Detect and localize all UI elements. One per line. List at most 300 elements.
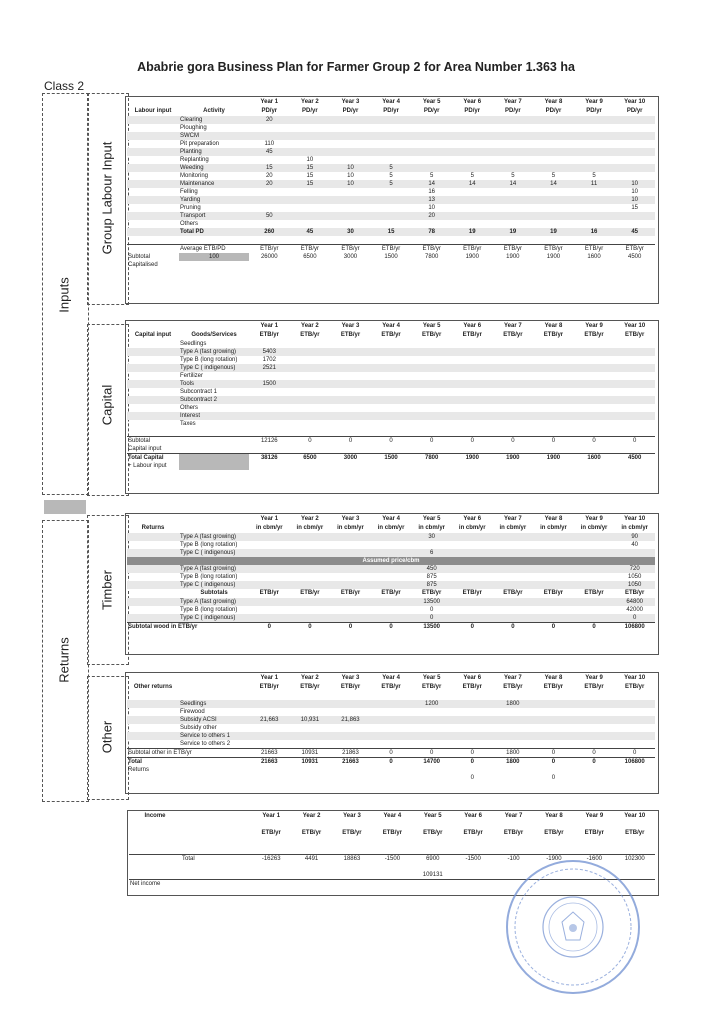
- unit-header: ETB/yr: [625, 590, 645, 596]
- year-header: Year 5: [423, 813, 442, 819]
- value-cell: 14: [493, 180, 534, 188]
- unit-header: ETB/yr: [330, 245, 371, 254]
- spacer-cell: [453, 846, 493, 855]
- value-cell: [533, 348, 574, 356]
- value-cell: 10: [614, 180, 655, 188]
- year-header: Year 10: [624, 675, 646, 681]
- value-cell: [493, 565, 534, 573]
- value-cell: [371, 348, 412, 356]
- table-row: [127, 683, 655, 692]
- spacer-cell: [493, 261, 534, 269]
- value-cell: 20: [249, 180, 290, 188]
- value-cell: [493, 606, 534, 614]
- value-cell: [411, 716, 452, 724]
- year-header: Year 1: [262, 813, 281, 819]
- value-cell: [493, 148, 534, 156]
- unit-header: ETB/yr: [301, 830, 322, 836]
- row-label: Type B (long rotation): [180, 357, 238, 363]
- subtotal-value: 26000: [260, 254, 278, 260]
- value-cell: [533, 533, 574, 541]
- value-cell: [493, 340, 534, 348]
- spacer-cell: [291, 838, 331, 846]
- value-cell: [533, 598, 574, 606]
- spacer-cell: [179, 758, 249, 767]
- spacer-cell: [614, 428, 655, 437]
- value-cell: [330, 380, 371, 388]
- value-cell: [330, 708, 371, 716]
- value-cell: [614, 549, 655, 557]
- total-value: 1800: [493, 758, 534, 767]
- value-cell: [614, 348, 655, 356]
- spacer-cell: [615, 821, 655, 829]
- year-header: Year 1: [260, 516, 279, 522]
- row-label: Transport: [179, 212, 249, 220]
- subtotal-value: 0: [452, 749, 493, 758]
- year-header: Year 2: [301, 323, 319, 329]
- row-label: Fertilizer: [180, 373, 204, 379]
- table-row: [127, 172, 655, 180]
- total-label: Returns: [128, 767, 150, 773]
- value-cell: [614, 220, 655, 228]
- year-header: Year 2: [302, 813, 321, 819]
- value-cell: [574, 614, 615, 623]
- net-income-label: Net income: [129, 880, 181, 889]
- unit-header: ETB/yr: [422, 332, 442, 338]
- value-cell: [452, 196, 493, 204]
- row-label: [127, 606, 179, 614]
- value-cell: 0: [551, 775, 556, 781]
- subtotal-value: 0: [371, 623, 412, 632]
- timber-table: [127, 515, 655, 631]
- row-label: [127, 148, 179, 156]
- row-label: [127, 412, 179, 420]
- spacer-cell: [330, 766, 371, 774]
- spacer-cell: [533, 766, 574, 774]
- row-label: [127, 724, 179, 732]
- value-cell: [371, 372, 412, 380]
- year-header: Year 7: [504, 516, 522, 522]
- spacer-cell: [127, 428, 179, 437]
- value-cell: 1800: [493, 700, 534, 708]
- spacer-cell: [493, 236, 534, 245]
- value-cell: [574, 740, 615, 749]
- value-cell: [574, 420, 615, 428]
- spacer-cell: [249, 692, 290, 700]
- spacer-cell: [332, 880, 372, 889]
- total-value: 21663: [249, 758, 290, 767]
- value-cell: [574, 220, 615, 228]
- row-label: Seedlings: [180, 341, 207, 347]
- value-cell: [493, 724, 534, 732]
- total-value: 10931: [290, 758, 331, 767]
- unit-header: ETB/yr: [462, 332, 482, 338]
- value-cell: [493, 541, 534, 549]
- unit-header: ETB/yr: [422, 590, 442, 596]
- spacer-cell: [291, 871, 331, 880]
- subtotal-value: 0: [371, 749, 412, 758]
- value-cell: 15: [631, 205, 639, 211]
- total-value: 106800: [614, 758, 655, 767]
- row-label: Subsidy ACSI: [179, 716, 249, 724]
- unit-header: ETB/yr: [503, 830, 524, 836]
- value-cell: [330, 774, 371, 782]
- unit-header: ETB/yr: [584, 830, 604, 836]
- value-cell: [330, 340, 371, 348]
- value-cell: [290, 420, 331, 428]
- table-row: [127, 541, 655, 549]
- spacer-cell: [371, 261, 412, 269]
- row-label: Type B (long rotation): [180, 574, 238, 580]
- value-cell: [371, 581, 412, 589]
- spacer-cell: [129, 863, 181, 871]
- value-cell: [290, 372, 331, 380]
- row-label: [127, 140, 179, 148]
- subtotal-value: 0: [330, 437, 371, 446]
- value-cell: [452, 340, 493, 348]
- unit-header: ETB/yr: [259, 332, 279, 338]
- value-cell: [330, 140, 371, 148]
- value-cell: [371, 132, 412, 140]
- total-label: Total Capital: [127, 454, 179, 463]
- value-cell: [493, 732, 534, 740]
- value-cell: 20: [411, 212, 452, 220]
- value-cell: 20: [265, 173, 273, 179]
- table-row: [127, 380, 655, 388]
- value-cell: 1500: [249, 380, 290, 388]
- value-cell: [493, 348, 534, 356]
- unit-header: PD/yr: [383, 108, 399, 114]
- value-cell: [452, 700, 493, 708]
- row-label: [127, 196, 179, 204]
- subtotal-value: 0: [533, 437, 574, 446]
- unit-header: ETB/yr: [300, 684, 320, 690]
- header-spacer: [179, 674, 249, 683]
- row-label: [127, 404, 179, 412]
- value-cell: [574, 212, 615, 220]
- table-row: [127, 396, 655, 404]
- value-cell: [574, 541, 615, 549]
- value-cell: 450: [411, 565, 452, 573]
- value-cell: [411, 148, 452, 156]
- value-cell: [533, 740, 574, 749]
- row-label: [127, 565, 179, 573]
- table-row: [127, 437, 655, 446]
- value-cell: [371, 598, 412, 606]
- spacer-cell: [129, 829, 181, 838]
- unit-header: in cbm/yr: [499, 525, 527, 531]
- value-cell: [452, 606, 493, 614]
- value-cell: [614, 356, 655, 364]
- unit-header: ETB/yr: [543, 332, 564, 338]
- year-header: Year 5: [422, 323, 441, 329]
- unit-header: in cbm/yr: [296, 525, 324, 531]
- column-header: [179, 683, 249, 692]
- row-label: Seedlings: [179, 700, 249, 708]
- spacer-cell: [251, 880, 291, 889]
- value-cell: [290, 740, 331, 749]
- table-row: [127, 533, 655, 541]
- row-label: [127, 388, 179, 396]
- value-cell: [574, 196, 615, 204]
- value-cell: 10: [614, 196, 655, 204]
- row-label: Maintenance: [179, 180, 249, 188]
- value-cell: 21,663: [249, 716, 290, 724]
- value-cell: 5403: [249, 348, 290, 356]
- unit-header: in cbm/yr: [418, 525, 446, 531]
- value-cell: [371, 774, 412, 782]
- spacer-cell: [614, 462, 655, 470]
- value-cell: 10: [330, 164, 371, 172]
- value-cell: [290, 364, 331, 372]
- subtotal-label: Subtotal other in ETB/yr: [127, 749, 249, 758]
- value-cell: [290, 541, 331, 549]
- capital-section-label: Capital: [99, 384, 115, 426]
- spacer-cell: [290, 236, 331, 245]
- row-label: Type B (long rotation): [180, 607, 238, 613]
- value-cell: 5: [371, 180, 412, 188]
- table-row: [127, 454, 655, 463]
- value-cell: [411, 732, 452, 740]
- total-value: 7800: [411, 454, 452, 463]
- spacer-cell: [179, 445, 249, 454]
- unit-header: ETB/yr: [290, 245, 331, 254]
- value-cell: 0: [470, 775, 474, 781]
- spacer-cell: [534, 838, 574, 846]
- table-row: [127, 565, 655, 573]
- header-spacer: [127, 674, 179, 683]
- subtotal-value: 0: [493, 437, 534, 446]
- value-cell: [533, 364, 574, 372]
- table-row: [129, 829, 655, 838]
- unit-header: in cbm/yr: [458, 525, 486, 531]
- total-value: 14700: [411, 758, 452, 767]
- table-row: [127, 245, 655, 254]
- spacer-cell: [181, 812, 251, 821]
- value-cell: [493, 549, 534, 557]
- year-header: Year 9: [585, 323, 603, 329]
- value-cell: [493, 364, 534, 372]
- spacer-cell: [330, 236, 371, 245]
- value-cell: [574, 724, 615, 732]
- spacer-cell: [249, 766, 290, 774]
- year-header: Year 10: [624, 99, 646, 105]
- value-cell: [493, 204, 534, 212]
- value-cell: [330, 573, 371, 581]
- value-cell: [411, 140, 452, 148]
- row-label: Type C ( indigenous): [179, 549, 249, 557]
- value-cell: [614, 380, 655, 388]
- unit-header: ETB/yr: [249, 245, 290, 254]
- value-cell: [371, 380, 412, 388]
- year-header: Year 4: [382, 516, 400, 522]
- spacer-cell: [453, 880, 493, 889]
- value-cell: [574, 549, 615, 557]
- value-cell: [533, 388, 574, 396]
- row-label: Planting: [179, 148, 249, 156]
- spacer-cell: [533, 692, 574, 700]
- value-cell: [614, 740, 655, 749]
- spacer-cell: [533, 236, 574, 245]
- value-cell: [330, 541, 371, 549]
- value-cell: [533, 340, 574, 348]
- row-label: Type A (fast growing): [179, 533, 249, 541]
- spacer-cell: [249, 445, 290, 454]
- value-cell: [290, 606, 331, 614]
- value-cell: [330, 132, 371, 140]
- table-row: [127, 156, 655, 164]
- table-row: [127, 623, 655, 632]
- total-value: -1500: [453, 855, 493, 864]
- value-cell: [452, 220, 493, 228]
- unit-header: ETB/yr: [259, 590, 279, 596]
- table-row: [127, 348, 655, 356]
- value-cell: 21,863: [330, 716, 371, 724]
- value-cell: [493, 396, 534, 404]
- value-cell: [574, 708, 615, 716]
- unit-header: ETB/yr: [452, 245, 493, 254]
- spacer-cell: [129, 855, 181, 864]
- subtotal-value: 1900: [465, 254, 479, 260]
- value-cell: [452, 356, 493, 364]
- spacer-cell: [493, 428, 534, 437]
- value-cell: [330, 581, 371, 589]
- table-row: [127, 372, 655, 380]
- unit-header: PD/yr: [505, 108, 521, 114]
- spacer-cell: [372, 863, 412, 871]
- value-cell: [371, 156, 412, 164]
- value-cell: [574, 581, 615, 589]
- value-cell: 1200: [411, 700, 452, 708]
- value-cell: [533, 356, 574, 364]
- value-cell: [614, 412, 655, 420]
- subtotal-value: 0: [574, 437, 615, 446]
- table-row: [127, 732, 655, 740]
- value-cell: [574, 774, 615, 782]
- unit-header: ETB/yr: [584, 590, 604, 596]
- spacer-cell: [453, 821, 493, 829]
- spacer-cell: [574, 692, 615, 700]
- row-label: Total PD: [179, 228, 249, 236]
- spacer-cell: [179, 428, 249, 437]
- value-cell: [614, 716, 655, 724]
- table-row: [127, 228, 655, 236]
- spacer-cell: [332, 846, 372, 855]
- year-header: Year 3: [341, 99, 360, 105]
- value-cell: [290, 116, 331, 124]
- value-cell: [371, 700, 412, 708]
- value-cell: [249, 396, 290, 404]
- subtotal-value: 6500: [303, 254, 317, 260]
- header-spacer: [127, 515, 179, 524]
- subtotal-value: 0: [533, 623, 574, 632]
- value-cell: [290, 380, 331, 388]
- table-row: [127, 674, 655, 683]
- table-row: [127, 132, 655, 140]
- spacer-cell: [251, 838, 291, 846]
- total-value: 18863: [332, 855, 372, 864]
- value-cell: [533, 581, 574, 589]
- row-label: Replanting: [180, 157, 209, 163]
- value-cell: 875: [426, 574, 437, 580]
- value-cell: [371, 614, 412, 623]
- value-cell: [411, 356, 452, 364]
- spacer-cell: [290, 445, 331, 454]
- value-cell: 10: [631, 189, 639, 195]
- row-label: [127, 716, 179, 724]
- spacer-cell: [534, 821, 574, 829]
- table-row: [127, 462, 655, 470]
- total-value: -1600: [574, 855, 614, 864]
- value-cell: 10,931: [290, 716, 331, 724]
- spacer-cell: [413, 846, 453, 855]
- table-row: [127, 716, 655, 724]
- value-cell: [574, 364, 615, 372]
- value-cell: [249, 606, 290, 614]
- value-cell: [330, 404, 371, 412]
- year-header: Year 7: [504, 323, 522, 329]
- table-row: [127, 428, 655, 437]
- spacer-cell: [493, 692, 534, 700]
- value-cell: 16: [574, 228, 615, 236]
- total-value: -100: [493, 855, 533, 864]
- row-label: [127, 228, 179, 236]
- subtotals-label: Subtotals: [200, 590, 228, 596]
- table-row: [127, 692, 655, 700]
- unit-header: PD/yr: [586, 108, 602, 114]
- value-cell: [452, 598, 493, 606]
- value-cell: [371, 340, 412, 348]
- year-header: Year 9: [585, 99, 603, 105]
- subtotal-value: 0: [533, 749, 574, 758]
- value-cell: [614, 132, 655, 140]
- value-cell: [493, 220, 534, 228]
- value-cell: [533, 565, 574, 573]
- value-cell: [290, 724, 331, 732]
- subtotal-value: 0: [614, 437, 655, 446]
- total-value: 0: [533, 758, 574, 767]
- table-row: [127, 212, 655, 220]
- value-cell: [533, 549, 574, 557]
- value-cell: [614, 364, 655, 372]
- row-label: [127, 220, 179, 228]
- value-cell: [371, 573, 412, 581]
- table-row: [127, 204, 655, 212]
- spacer-cell: [181, 821, 251, 829]
- value-cell: 260: [249, 228, 290, 236]
- spacer-cell: [251, 863, 291, 871]
- value-cell: [371, 212, 412, 220]
- row-label: [127, 372, 179, 380]
- spacer-cell: [127, 692, 179, 700]
- subtotal-value: 1900: [546, 254, 561, 260]
- row-label: [127, 212, 179, 220]
- table-row: [129, 846, 655, 855]
- table-row: [127, 404, 655, 412]
- table-row: [127, 445, 655, 454]
- year-header: Year 4: [382, 675, 400, 681]
- value-cell: [371, 220, 412, 228]
- value-cell: [493, 581, 534, 589]
- spacer-cell: [411, 692, 452, 700]
- unit-header: ETB/yr: [342, 830, 362, 836]
- value-cell: [452, 116, 493, 124]
- value-cell: [452, 132, 493, 140]
- row-label: Pit preparation: [180, 141, 220, 147]
- unit-header: in cbm/yr: [621, 525, 649, 531]
- value-cell: 1050: [627, 574, 642, 580]
- row-label: Type A (fast growing): [179, 565, 249, 573]
- unit-header: ETB/yr: [371, 245, 412, 254]
